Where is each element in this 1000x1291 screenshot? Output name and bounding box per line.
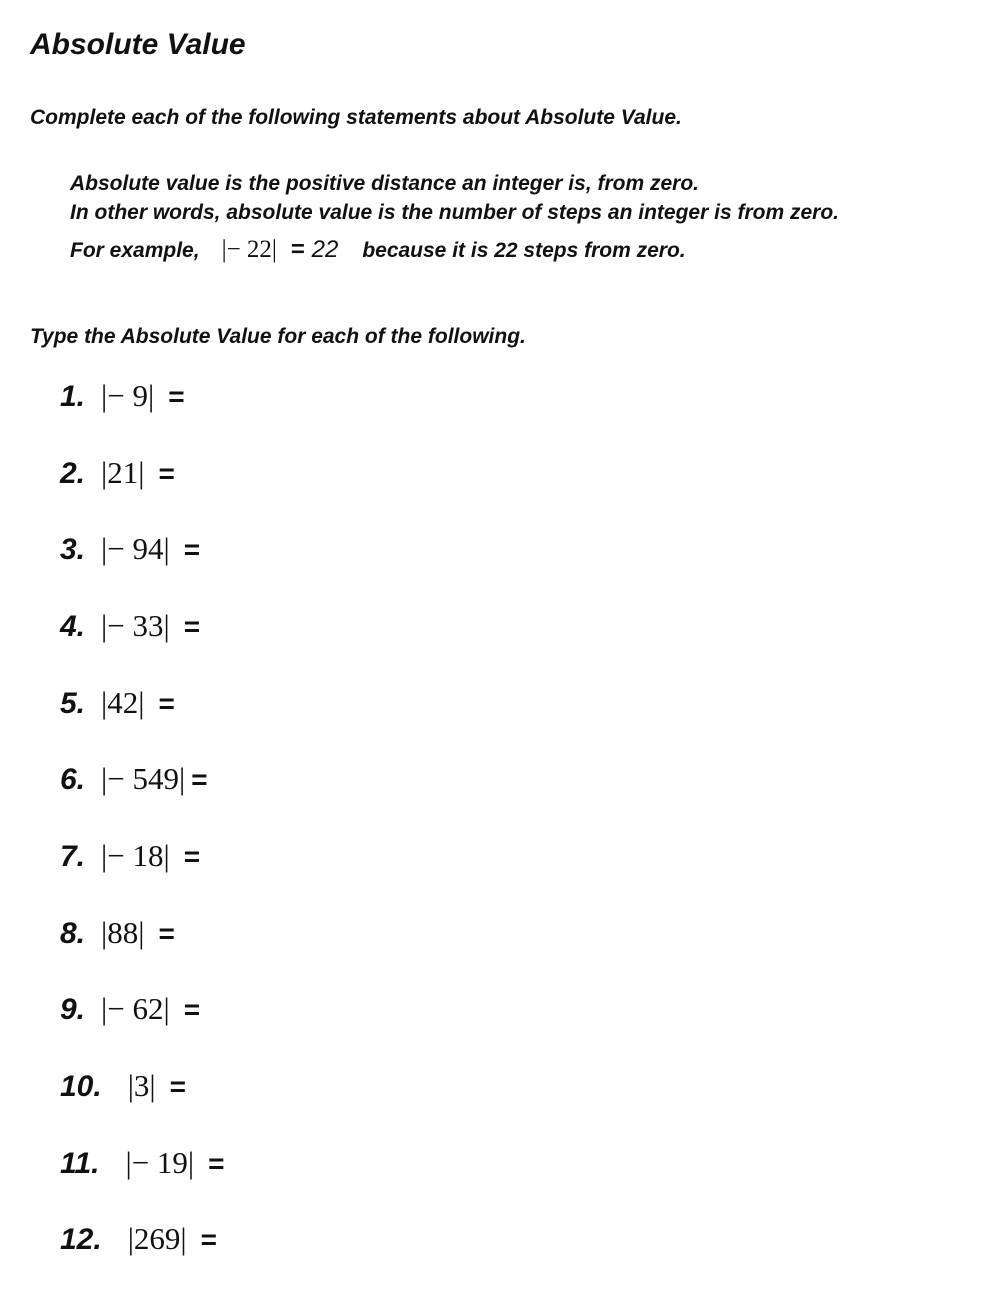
problem-expression: |3| bbox=[127, 1068, 156, 1103]
problem-expression: |− 33| bbox=[101, 608, 170, 643]
problem-expression: |42| bbox=[101, 685, 145, 720]
problem-equals: = bbox=[158, 688, 175, 719]
example-expression: |− 22| bbox=[221, 236, 277, 263]
problem-3 bbox=[60, 531, 200, 575]
problem-equals: = bbox=[208, 1148, 225, 1179]
problem-number: 3. bbox=[60, 533, 86, 566]
problem-expression: |− 549| bbox=[101, 761, 186, 796]
problem-equals: = bbox=[158, 458, 175, 489]
problem-11 bbox=[60, 1145, 225, 1189]
problem-number: 9. bbox=[60, 993, 86, 1026]
problem-number: 8. bbox=[60, 917, 86, 950]
problem-expression: |− 18| bbox=[101, 838, 170, 873]
page-title: Absolute Value bbox=[30, 28, 246, 61]
problem-equals: = bbox=[168, 381, 185, 412]
problem-expression: |21| bbox=[101, 455, 145, 490]
problem-4 bbox=[60, 608, 200, 652]
problem-expression: |− 62| bbox=[101, 991, 170, 1026]
problem-equals: = bbox=[183, 994, 201, 1025]
instruction-complete: Complete each of the following statements about Absolute Value. bbox=[30, 106, 682, 129]
problem-equals: = bbox=[183, 534, 201, 565]
example-equation bbox=[291, 236, 338, 264]
problem-number: 2. bbox=[60, 457, 86, 490]
definition-line-1: Absolute value is the positive distance an integer is, from zero. bbox=[70, 172, 699, 195]
problem-number: 12. bbox=[60, 1223, 102, 1256]
example-equals: = bbox=[290, 236, 305, 263]
example-result: 22 bbox=[311, 236, 339, 263]
problem-number: 11. bbox=[60, 1147, 100, 1180]
problem-5 bbox=[60, 685, 175, 729]
problem-7 bbox=[60, 838, 200, 882]
problem-number: 1. bbox=[60, 380, 86, 413]
problem-1 bbox=[60, 378, 185, 422]
problem-equals: = bbox=[183, 841, 201, 872]
definition-line-2: In other words, absolute value is the number of steps an integer is from zero. bbox=[70, 201, 839, 224]
definition-example bbox=[70, 236, 686, 264]
problem-expression: |269| bbox=[127, 1221, 187, 1256]
problem-9 bbox=[60, 991, 200, 1035]
problem-number: 7. bbox=[60, 840, 86, 873]
instruction-type: Type the Absolute Value for each of the following. bbox=[30, 325, 526, 348]
problem-12 bbox=[60, 1221, 217, 1265]
example-label: For example, bbox=[70, 239, 200, 262]
problem-equals: = bbox=[183, 611, 201, 642]
problem-expression: |− 19| bbox=[125, 1145, 195, 1180]
problem-expression: |− 94| bbox=[101, 531, 170, 566]
problem-8 bbox=[60, 915, 175, 959]
problem-number: 4. bbox=[60, 610, 86, 643]
problem-6 bbox=[60, 761, 208, 805]
problem-equals: = bbox=[200, 1224, 217, 1255]
problem-equals: = bbox=[169, 1071, 186, 1102]
problem-number: 6. bbox=[60, 763, 86, 796]
problem-equals: = bbox=[158, 918, 175, 949]
example-because: because it is 22 steps from zero. bbox=[362, 239, 686, 262]
problem-number: 5. bbox=[60, 687, 86, 720]
problem-number: 10. bbox=[60, 1070, 102, 1103]
problem-expression: |− 9| bbox=[101, 378, 155, 413]
problem-expression: |88| bbox=[101, 915, 145, 950]
problem-10 bbox=[60, 1068, 186, 1112]
problem-equals: = bbox=[191, 764, 208, 795]
problem-2 bbox=[60, 455, 175, 499]
